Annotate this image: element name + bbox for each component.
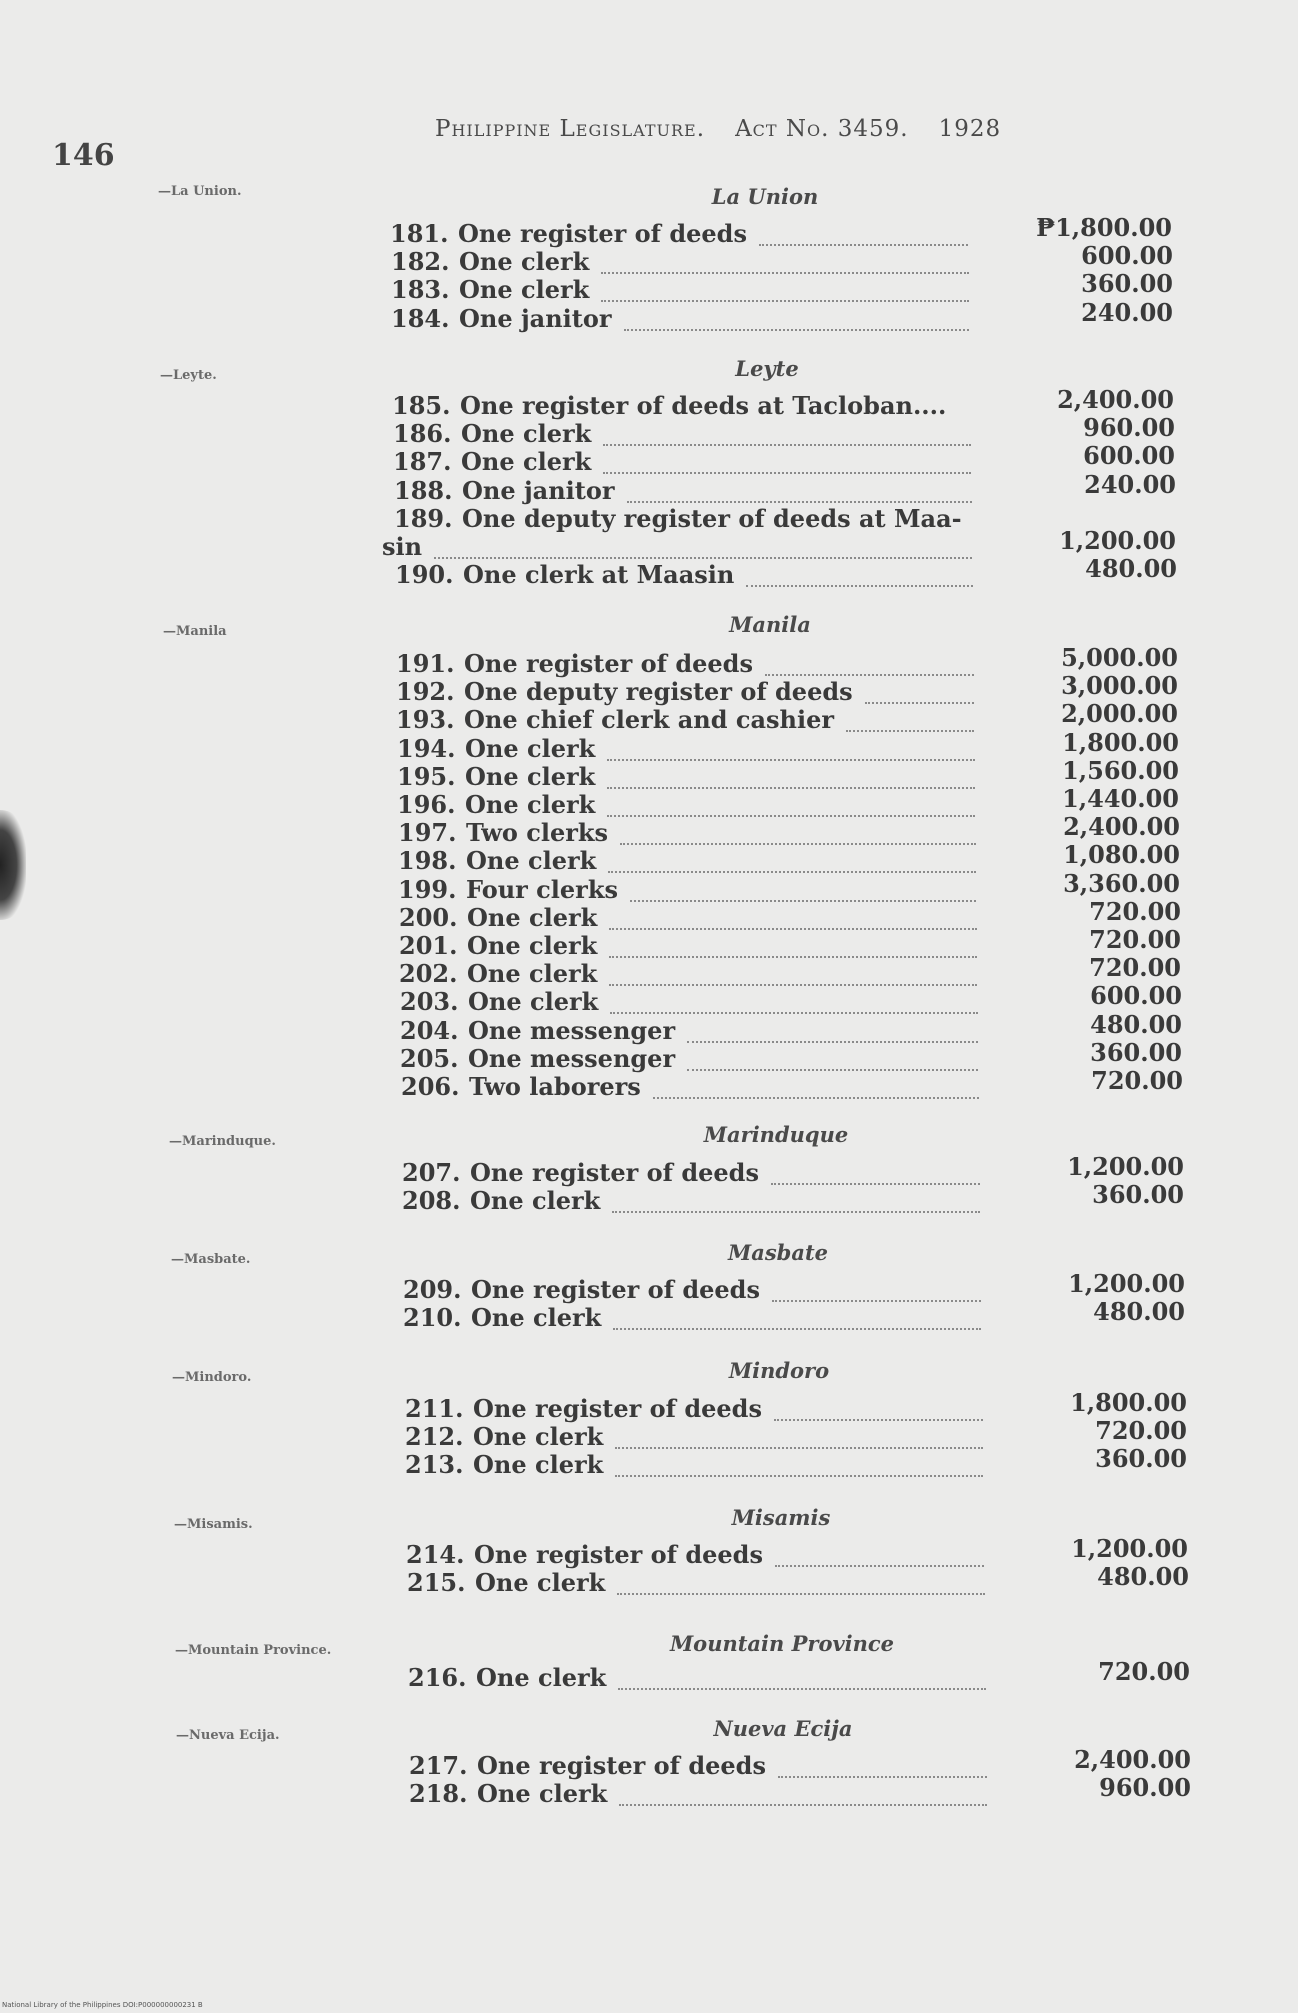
running-head-title: Philippine Legislature.	[435, 116, 706, 142]
list-item	[400, 1017, 980, 1045]
leader-dots	[603, 420, 971, 446]
page-edge-shadow	[0, 810, 26, 920]
item-number: 192.	[396, 677, 455, 707]
list-item	[398, 819, 978, 847]
item-amount: 1,800.00	[1070, 1388, 1187, 1417]
item-description: Four clerks	[466, 874, 618, 904]
leader-dots	[619, 1780, 987, 1806]
margin-note: —Manila	[163, 624, 227, 639]
item-number: 187.	[393, 447, 452, 477]
leader-dots	[612, 1187, 980, 1213]
list-item	[391, 276, 971, 304]
item-description: One register of deeds at Tacloban....	[460, 391, 947, 420]
item-amount: 240.00	[1084, 469, 1176, 499]
item-number: 189.	[394, 503, 453, 533]
item-description: One clerk	[465, 790, 596, 819]
item-description: One clerk	[468, 987, 599, 1017]
leader-dots	[615, 1451, 983, 1477]
item-number: 205.	[400, 1043, 459, 1073]
item-number: 182.	[391, 247, 450, 277]
list-item	[409, 1780, 989, 1808]
section-heading: Manila	[729, 612, 811, 637]
leader-dots	[609, 932, 977, 958]
item-number: 200.	[399, 902, 458, 932]
leader-dots	[620, 819, 976, 845]
item-amount: 720.00	[1091, 1066, 1183, 1095]
list-item	[405, 1395, 985, 1423]
item-amount: 720.00	[1098, 1657, 1190, 1686]
item-number: 190.	[395, 560, 454, 590]
item-description: One clerk	[466, 846, 597, 876]
item-description: One chief clerk and cashier	[464, 705, 835, 735]
list-item	[398, 847, 978, 875]
item-description: One clerk	[473, 1422, 604, 1452]
leader-dots	[687, 1045, 978, 1071]
running-head-year: 1928	[938, 116, 1002, 142]
list-item	[403, 1276, 983, 1304]
item-number: 184.	[391, 303, 450, 333]
item-description: One clerk	[461, 447, 592, 477]
item-amount: 360.00	[1095, 1444, 1187, 1474]
item-number: 214.	[406, 1540, 465, 1569]
item-description: One register of deeds	[477, 1751, 766, 1780]
list-item	[408, 1664, 988, 1692]
item-number: 195.	[397, 761, 456, 791]
item-description: One janitor	[462, 475, 615, 505]
item-number: 193.	[396, 705, 455, 735]
item-amount: 480.00	[1093, 1297, 1185, 1327]
list-item	[405, 1451, 985, 1479]
item-amount: 3,000.00	[1061, 671, 1178, 701]
item-amount: 720.00	[1089, 953, 1181, 983]
list-item	[400, 988, 980, 1016]
item-description: One register of deeds	[471, 1275, 760, 1304]
leader-dots	[865, 678, 974, 704]
item-description: One clerk	[477, 1779, 608, 1809]
item-description: One clerk	[470, 1186, 601, 1216]
list-item	[393, 448, 973, 476]
margin-note: —Mindoro.	[172, 1370, 252, 1385]
leader-dots	[609, 960, 977, 986]
list-item	[405, 1423, 985, 1451]
list-item	[394, 477, 974, 505]
section-heading: Marinduque	[703, 1122, 849, 1147]
item-description: One register of deeds	[464, 649, 753, 678]
item-amount: 960.00	[1099, 1773, 1191, 1803]
item-description: One clerk	[473, 1450, 604, 1480]
item-amount: 720.00	[1089, 925, 1181, 954]
leader-dots	[609, 904, 977, 930]
leader-dots	[759, 220, 968, 246]
item-number: 208.	[402, 1186, 461, 1216]
item-number: 209.	[403, 1275, 462, 1304]
item-number: 199.	[398, 874, 457, 904]
item-amount: 600.00	[1090, 981, 1182, 1011]
list-item	[391, 248, 971, 276]
list-item	[402, 1187, 982, 1215]
item-description: One clerk	[467, 959, 598, 989]
item-number: 202.	[399, 959, 458, 989]
section-heading: Mindoro	[728, 1358, 830, 1383]
leader-dots	[846, 706, 974, 732]
list-item	[397, 791, 977, 819]
margin-note: —Leyte.	[160, 368, 217, 383]
list-item	[397, 763, 977, 791]
leader-dots	[617, 1569, 985, 1595]
item-description: One clerk at Maasin	[463, 560, 735, 590]
section-heading: Leyte	[735, 356, 799, 381]
margin-note: —Masbate.	[171, 1252, 251, 1267]
leader-dots	[775, 1541, 984, 1567]
leader-dots	[746, 561, 973, 587]
section-heading: Nueva Ecija	[713, 1716, 853, 1741]
leader-dots	[624, 305, 969, 331]
item-number: 216.	[408, 1663, 467, 1692]
leader-dots	[630, 876, 976, 902]
leader-dots	[778, 1752, 987, 1778]
list-item	[401, 1073, 981, 1101]
list-item	[393, 420, 973, 448]
margin-note: —La Union.	[158, 184, 242, 199]
item-description: One janitor	[459, 303, 612, 333]
item-amount: 1,800.00	[1062, 727, 1179, 757]
leader-dots	[607, 791, 975, 817]
leader-dots	[771, 1159, 980, 1185]
item-amount: 1,080.00	[1063, 840, 1180, 870]
list-item	[399, 960, 979, 988]
list-item	[396, 678, 976, 706]
item-amount: 1,200.00	[1071, 1534, 1188, 1563]
item-number: 206.	[401, 1072, 460, 1101]
leader-dots	[601, 248, 969, 274]
leader-dots	[615, 1423, 983, 1449]
margin-note: —Nueva Ecija.	[176, 1728, 280, 1743]
item-amount: 360.00	[1090, 1037, 1182, 1067]
item-amount: 600.00	[1081, 241, 1173, 271]
leader-dots	[687, 1017, 978, 1043]
item-amount: 360.00	[1081, 269, 1173, 299]
leader-dots	[627, 477, 972, 503]
section-heading: Mountain Province	[669, 1631, 895, 1656]
list-item	[397, 735, 977, 763]
leader-dots	[607, 763, 975, 789]
running-head-act: Act No. 3459.	[735, 116, 909, 142]
item-description: One clerk	[459, 275, 590, 305]
leader-dots	[653, 1073, 979, 1099]
leader-dots	[608, 847, 976, 873]
item-description: Two clerks	[466, 818, 609, 848]
list-item	[400, 1045, 980, 1073]
item-description: One deputy register of deeds	[464, 677, 853, 707]
item-amount: 1,560.00	[1062, 755, 1179, 785]
list-item	[403, 1304, 983, 1332]
leader-dots	[603, 448, 971, 474]
item-amount: 2,000.00	[1061, 699, 1178, 729]
list-item	[392, 392, 972, 420]
item-description: One clerk	[461, 419, 592, 449]
item-amount: 1,200.00	[1059, 526, 1176, 555]
item-amount: 2,400.00	[1074, 1745, 1191, 1774]
item-amount: 480.00	[1097, 1562, 1189, 1592]
item-description: One clerk	[465, 733, 596, 763]
list-item	[407, 1569, 987, 1597]
leader-dots	[607, 735, 975, 761]
item-number: 197.	[398, 818, 457, 848]
item-description: One clerk	[476, 1663, 607, 1692]
footer-credit: National Library of the Philippines DOI:P000000000231 B	[2, 2001, 203, 2009]
list-item	[406, 1541, 986, 1569]
item-amount: 480.00	[1085, 554, 1177, 584]
item-description: One clerk	[465, 761, 596, 791]
item-amount: 960.00	[1083, 413, 1175, 443]
item-number: 215.	[407, 1568, 466, 1598]
item-number: 191.	[396, 649, 455, 678]
item-number: 183.	[391, 275, 450, 305]
item-amount: 1,200.00	[1068, 1269, 1185, 1298]
item-number: 196.	[397, 790, 456, 819]
item-description: One clerk	[459, 247, 590, 277]
margin-note: —Marinduque.	[169, 1134, 276, 1149]
item-amount: 720.00	[1089, 896, 1181, 926]
margin-note: —Mountain Province.	[175, 1643, 332, 1658]
list-item	[382, 533, 974, 561]
margin-note: —Misamis.	[174, 1517, 253, 1532]
item-number: 204.	[400, 1015, 459, 1045]
item-number: 211.	[405, 1394, 464, 1423]
leader-dots	[772, 1276, 981, 1302]
item-number: 210.	[403, 1303, 462, 1333]
item-description: One messenger	[468, 1043, 676, 1073]
item-number: 188.	[394, 475, 453, 505]
item-description: One clerk	[475, 1568, 606, 1598]
item-number: 201.	[399, 931, 458, 960]
item-amount: 3,360.00	[1063, 868, 1180, 898]
item-number: 218.	[409, 1779, 468, 1809]
leader-dots	[434, 533, 972, 559]
item-description: One register of deeds	[458, 219, 747, 248]
item-number: 185.	[392, 391, 451, 420]
item-number: 186.	[393, 419, 452, 449]
item-number: 217.	[409, 1751, 468, 1780]
item-number: 194.	[397, 733, 456, 763]
list-item	[391, 305, 971, 333]
list-item	[402, 1159, 982, 1187]
item-description: One register of deeds	[473, 1394, 762, 1423]
item-description: One register of deeds	[474, 1540, 763, 1569]
leader-dots	[610, 988, 978, 1014]
item-number: 181.	[390, 219, 449, 248]
list-item	[395, 561, 975, 589]
section-heading: Misamis	[731, 1505, 831, 1530]
item-description: One messenger	[468, 1015, 676, 1045]
item-amount: 5,000.00	[1061, 643, 1178, 672]
item-description: sin	[382, 532, 423, 561]
item-number: 203.	[400, 987, 459, 1017]
page-number: 146	[52, 138, 115, 173]
item-number: 198.	[398, 846, 457, 876]
item-description: One clerk	[467, 931, 598, 960]
leader-dots	[601, 276, 969, 302]
item-amount: 2,400.00	[1063, 812, 1180, 842]
running-head	[435, 116, 1001, 142]
item-number: 213.	[405, 1450, 464, 1480]
item-number: 212.	[405, 1422, 464, 1452]
item-amount: 360.00	[1092, 1180, 1184, 1210]
item-description: Two laborers	[469, 1072, 641, 1101]
item-description: One register of deeds	[470, 1158, 759, 1187]
item-description: One clerk	[471, 1303, 602, 1333]
item-description: One clerk	[467, 902, 598, 932]
item-amount: 480.00	[1090, 1009, 1182, 1039]
item-amount: 1,200.00	[1067, 1152, 1184, 1181]
list-item	[390, 220, 970, 248]
list-item	[399, 904, 979, 932]
list-item	[396, 706, 976, 734]
list-item	[398, 876, 978, 904]
item-amount: 720.00	[1095, 1416, 1187, 1446]
list-item	[399, 932, 979, 960]
item-amount: 240.00	[1081, 297, 1173, 327]
item-description: One deputy register of deeds at Maa-	[462, 503, 962, 533]
leader-dots	[765, 650, 974, 676]
item-number: 207.	[402, 1158, 461, 1187]
item-amount: ₱1,800.00	[1036, 213, 1172, 242]
item-amount: 2,400.00	[1057, 385, 1174, 414]
leader-dots	[618, 1664, 986, 1690]
list-item	[396, 650, 976, 678]
item-amount: 600.00	[1083, 441, 1175, 471]
section-heading: La Union	[711, 184, 819, 209]
list-item	[394, 505, 974, 533]
section-heading: Masbate	[727, 1240, 829, 1265]
leader-dots	[774, 1395, 983, 1421]
leader-dots	[613, 1304, 981, 1330]
item-amount: 1,440.00	[1062, 784, 1179, 813]
list-item	[409, 1752, 989, 1780]
